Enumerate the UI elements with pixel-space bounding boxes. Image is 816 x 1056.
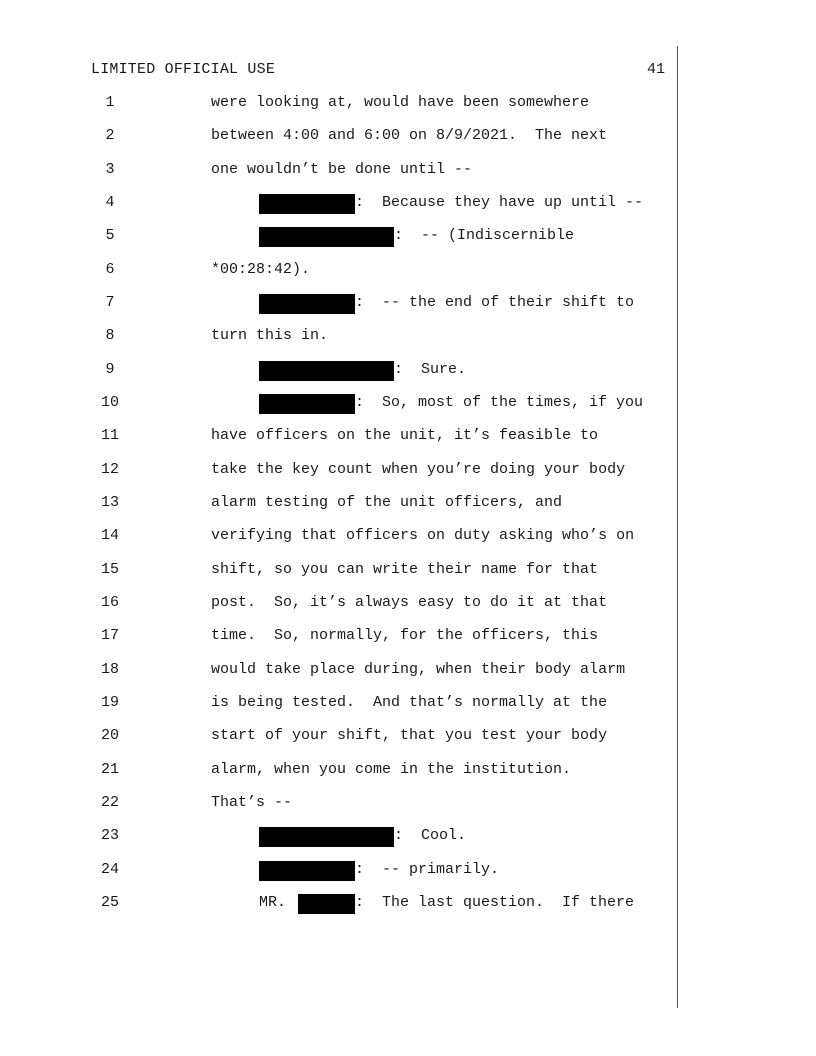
redaction-box [259,227,394,247]
line-number: 20 [100,727,119,744]
redaction-box [259,361,394,381]
line-text: turn this in. [211,327,329,344]
line-text: time. So, normally, for the officers, this [211,627,599,644]
line-text: is being tested. And that’s normally at the [211,694,608,711]
line-text: between 4:00 and 6:00 on 8/9/2021. The next [211,127,608,144]
line-text: shift, so you can write their name for that [211,561,599,578]
line-number: 19 [100,694,119,711]
line-number: 7 [105,294,115,311]
line-number: 11 [100,427,119,444]
transcript-line [0,227,575,247]
line-number: 8 [105,327,115,344]
line-text: *00:28:42). [211,261,311,278]
transcript-line [0,894,635,914]
line-text: would take place during, when their body alarm [211,661,626,678]
speaker-prefix: MR. [259,894,287,911]
line-text: : -- (Indiscernible [394,227,575,244]
transcript-line [0,261,311,281]
transcript-line [0,94,590,114]
redaction-box [298,894,355,914]
line-number: 25 [100,894,119,911]
line-number: 12 [100,461,119,478]
transcript-line [0,127,608,147]
line-number: 2 [105,127,115,144]
transcript-line [0,761,572,781]
line-text: post. So, it’s always easy to do it at that [211,594,608,611]
transcript-line [0,394,644,414]
line-number: 17 [100,627,119,644]
line-number: 13 [100,494,119,511]
transcript-line [0,527,635,547]
transcript-line [0,327,329,347]
line-number: 10 [100,394,119,411]
line-text: : The last question. If there [355,894,635,911]
line-number: 6 [105,261,115,278]
transcript-line [0,827,467,847]
transcript-line [0,727,608,747]
line-number: 22 [100,794,119,811]
transcript-line [0,594,608,614]
redaction-box [259,194,355,214]
line-number: 16 [100,594,119,611]
transcript-line [0,294,635,314]
transcript-line [0,627,599,647]
transcript-line [0,561,599,581]
line-number: 14 [100,527,119,544]
classification-label: LIMITED OFFICIAL USE [91,61,276,78]
transcript-line [0,361,467,381]
line-number: 5 [105,227,115,244]
line-text: verifying that officers on duty asking who’s on [211,527,635,544]
line-number: 18 [100,661,119,678]
transcript-line [0,427,599,447]
line-number: 24 [100,861,119,878]
transcript-line [0,494,563,514]
line-text: : Sure. [394,361,467,378]
line-number: 15 [100,561,119,578]
page-number: 41 [647,61,666,78]
right-margin-rule [677,46,678,1008]
line-text: alarm, when you come in the institution. [211,761,572,778]
transcript-line [0,794,293,814]
transcript-line [0,661,626,681]
line-text: : Cool. [394,827,467,844]
line-number: 9 [105,361,115,378]
line-number: 4 [105,194,115,211]
transcript-line [0,194,644,214]
transcript-line [0,694,608,714]
line-number: 3 [105,161,115,178]
line-number: 1 [105,94,115,111]
transcript-line [0,161,473,181]
redaction-box [259,294,355,314]
redaction-box [259,394,355,414]
line-text: have officers on the unit, it’s feasible to [211,427,599,444]
line-text: alarm testing of the unit officers, and [211,494,563,511]
line-text: take the key count when you’re doing your body [211,461,626,478]
line-text: : -- the end of their shift to [355,294,635,311]
line-text: start of your shift, that you test your body [211,727,608,744]
redaction-box [259,861,355,881]
line-text: : -- primarily. [355,861,500,878]
line-number: 21 [100,761,119,778]
line-text: That’s -- [211,794,293,811]
line-text: one wouldn’t be done until -- [211,161,473,178]
redaction-box [259,827,394,847]
line-number: 23 [100,827,119,844]
line-text: : Because they have up until -- [355,194,644,211]
transcript-line [0,461,626,481]
line-text: : So, most of the times, if you [355,394,644,411]
transcript-line [0,861,500,881]
line-text: were looking at, would have been somewhere [211,94,590,111]
